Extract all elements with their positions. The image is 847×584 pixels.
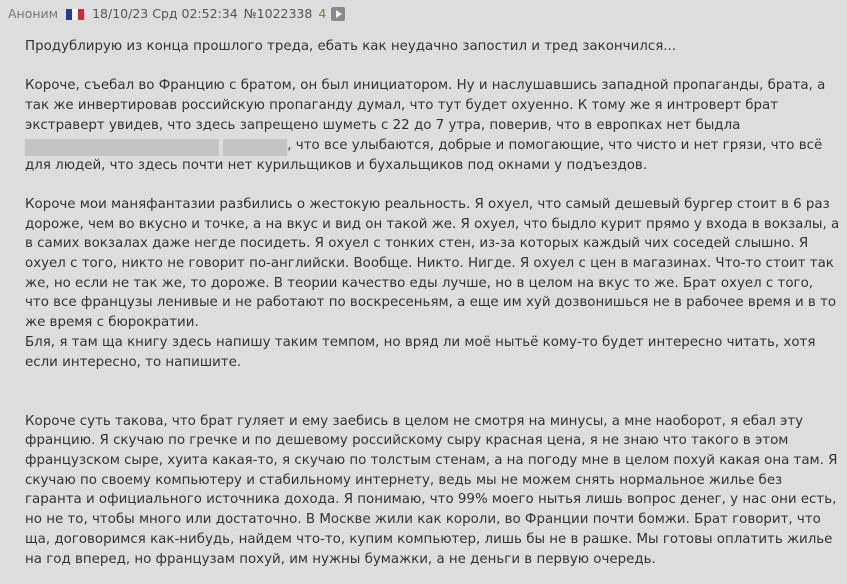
post-paragraph: Продублирую из конца прошлого треда, ебать как неудачно запостил и тред закончился... bbox=[25, 39, 677, 54]
spoiler[interactable]: .......................................... bbox=[25, 139, 219, 156]
reply-count[interactable]: 4 bbox=[318, 6, 327, 21]
paragraph-gap bbox=[25, 372, 840, 411]
post-number-link[interactable]: №1022338 bbox=[243, 6, 313, 21]
spoiler[interactable]: .............. bbox=[223, 139, 287, 156]
paragraph-gap bbox=[25, 57, 840, 77]
post-paragraph: Короче суть такова, что брат гуляет и ему заебись в целом не смотря на минусы, а мне наоборот, я ебал эту францию. Я скучаю по гречке и по дешевому российскому сыру красная цена, я не знаю что такого в этом французском сыре, хуита какая-то, я скучаю по толстым стенам, а на погоду мне в целом похуй какая она там. Я скучаю по своему компьютеру и стабильному интернету, ведь мы не можем снять нормальное жилье без гаранта и официального источника дохода. Я понимаю, что 99% моего нытья лишь вопрос денег, у нас они есть, но не то, чтобы много или достаточно. В Москве жили как короли, во Франции почти бомжи. Брат говорит, что ща, договоримся как-нибудь, найдем что-то, купим компьютер, лишь бы не в рашке. Мы готовы оплатить жилье на год вперед, но французам похуй, им нужны бумажки, а не деньги в первую очередь. bbox=[25, 413, 838, 567]
flag-stripe bbox=[78, 9, 84, 20]
play-icon[interactable] bbox=[331, 7, 345, 21]
post-author: Аноним bbox=[8, 6, 59, 21]
post-paragraph: Короче мои маняфантазии разбились о жестокую реальность. Я охуел, что самый дешевый бургер стоит в 6 раз дороже, чем во вкусно и точке, а на вкус и вид он такой же. Я охуел, что быдло курит прямо у входа в вокзалы, а в самих вокзалах даже негде посидеть. Я охуел с тонких стен, из-за которых каждый чих соседей слышно. Я охуел с того, никто не говорит по-английски. Вообще. Никто. Нигде. Я охуел с цен в магазинах. Что-то стоит так же, но если не так же, то дороже. В теории качество еды лучше, но в целом на вкус то же. Брат охуел с того, что все французы ленивые и не работают по воскресеньям, а еще им хуй дозвонишься не в рабочее время и в то же время с бюрократии. bbox=[25, 196, 840, 331]
post-header bbox=[8, 5, 345, 23]
post-paragraph: Бля, я там ща книгу здесь напишу таким темпом, но вряд ли моё нытьё кому-то будет интересно читать, хотя если интересно, то напишите. bbox=[25, 334, 816, 370]
post-paragraph bbox=[25, 76, 840, 175]
post-text: Короче, съебал во Францию с братом, он был инициатором. Ну и наслушавшись западной пропаганды, брата, а так же инвертировав российскую пропаганду думал, что тут будет охуенно. К тому же я интроверт брат экстраверт увидев, что здесь запрещено шуметь с 22 до 7 утра, поверив, что в европках нет быдла bbox=[25, 78, 826, 133]
paragraph-gap bbox=[25, 175, 840, 195]
post-body bbox=[25, 37, 840, 569]
post-text: , что все улыбаются, добрые и помогающие, что чисто и нет грязи, что всё для людей, что здесь почти нет курильщиков и бухальщиков под окнами у подъездов. bbox=[25, 137, 823, 173]
post-datetime: 18/10/23 Срд 02:52:34 bbox=[92, 6, 238, 21]
play-triangle bbox=[336, 10, 342, 18]
france-flag-icon bbox=[66, 9, 84, 20]
